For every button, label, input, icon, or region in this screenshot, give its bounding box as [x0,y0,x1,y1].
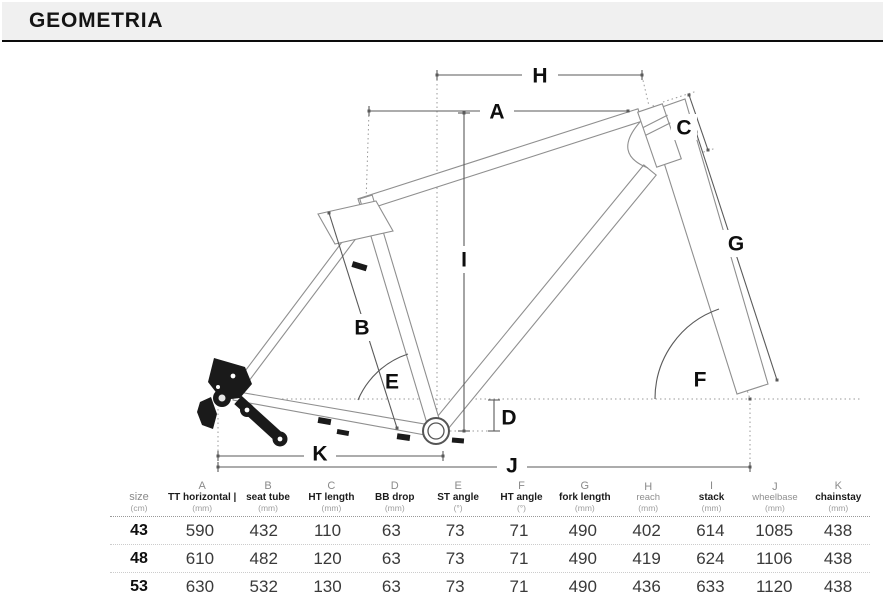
col-unit: (°) [453,502,463,513]
cable-guide [318,417,332,425]
bike-frame [233,99,768,444]
col-letter: D [390,480,399,493]
cell-g: 490 [568,548,597,568]
col-letter: K [834,480,842,493]
bike-geometry-diagram [0,42,885,478]
col-name: seat tube [246,492,290,504]
col-letter: B [264,480,272,493]
dim-label-h: H [532,64,548,88]
size-unit: (cm) [130,502,148,513]
row-size-label: 48 [130,549,148,567]
col-name: stack [698,492,725,504]
cell-b: 482 [249,548,278,568]
col-unit: (°) [516,502,526,513]
col-header-j [743,481,806,514]
col-unit: (mm) [258,502,278,513]
cell-i: 614 [696,520,725,540]
col-letter: I [710,480,714,493]
col-letter: C [327,480,336,493]
cable-guide [452,437,464,443]
col-name: reach [636,491,661,503]
page-title: GEOMETRIA [29,9,164,32]
dim-label-g: G [727,232,745,256]
dim-label-b: B [354,316,370,340]
col-header-a [168,480,236,513]
col-letter: G [580,480,590,493]
bike-geometry-svg [0,42,885,478]
col-unit: (mm) [638,502,659,513]
col-name: HT length [308,492,355,504]
col-unit: (mm) [828,502,849,513]
cell-g: 490 [568,576,597,596]
col-name: HT angle [500,492,543,504]
col-letter: A [198,480,206,493]
dim-label-e: E [384,370,400,394]
col-letter: H [644,480,653,493]
col-header-g [553,480,616,513]
size-letter [110,479,168,491]
cell-h: 419 [632,548,661,568]
cell-k: 438 [823,520,853,540]
col-letter: F [518,480,525,493]
col-letter: J [772,480,778,493]
geometry-table [110,479,870,600]
col-header-c [300,480,363,513]
size-label: size [129,491,149,503]
ht-angle-arc [655,309,719,399]
cable-guide [397,433,411,441]
cable-guide [337,429,350,436]
col-letter: E [454,480,462,493]
table-header-row [110,479,870,517]
cell-b: 532 [249,576,278,596]
cell-h: 402 [632,520,661,540]
cell-c: 120 [313,548,342,568]
col-name: wheelbase [752,491,798,503]
col-unit: (mm) [321,502,342,513]
cell-a: 610 [185,548,215,568]
col-name: TT horizontal | [168,492,237,504]
col-unit: (mm) [765,502,785,513]
col-unit: (mm) [192,502,213,513]
cell-i: 633 [696,576,725,596]
cell-j: 1120 [755,576,793,596]
col-unit: (mm) [384,502,405,513]
cell-f: 71 [509,520,529,540]
col-header-size [110,479,168,513]
cell-k: 438 [823,548,853,568]
cell-h: 436 [632,576,661,596]
col-header-h [617,481,680,514]
section-header-bar [2,2,883,42]
cell-a: 590 [185,520,215,540]
cell-a: 630 [185,576,215,596]
cell-j: 1085 [755,520,794,540]
cell-j: 1106 [755,548,793,568]
cell-b: 432 [249,520,278,540]
cell-c: 130 [313,576,342,596]
cell-f: 71 [509,548,529,568]
cell-k: 438 [823,576,853,596]
col-header-f [490,480,553,513]
drivetrain-parts [197,261,464,446]
col-name: BB drop [375,492,415,504]
row-size-label: 43 [130,521,148,539]
table-row-size-43 [110,517,870,545]
col-header-b [236,480,299,513]
col-header-i [680,480,743,513]
cell-d: 63 [381,576,401,596]
row-size-label: 53 [130,577,148,595]
col-header-d [363,480,426,513]
cell-g: 490 [568,520,597,540]
cell-c: 110 [313,520,342,540]
table-row-size-53 [110,573,870,600]
dim-label-d: D [501,406,517,430]
cell-e: 73 [445,548,465,568]
col-unit: (mm) [701,502,722,513]
cell-e: 73 [445,520,465,540]
col-name: chainstay [815,492,862,504]
col-name: fork length [559,492,611,504]
st-angle-arc [358,354,408,400]
dim-label-a: A [489,100,505,124]
top-tube [358,109,642,211]
cell-d: 63 [381,520,401,540]
col-header-e [426,480,489,513]
dim-label-j: J [506,454,518,478]
cell-f: 71 [509,576,529,596]
table-row-size-48 [110,545,870,573]
cell-d: 63 [381,548,401,568]
cell-i: 624 [696,548,725,568]
col-name: ST angle [437,492,479,504]
dim-label-i: I [461,248,467,272]
seat-tube-logo [351,261,367,271]
dim-label-c: C [676,116,692,140]
col-header-k [807,480,870,513]
dim-label-k: K [312,442,328,466]
col-unit: (mm) [574,502,595,513]
cell-e: 73 [445,576,465,596]
dim-label-f: F [693,368,707,392]
